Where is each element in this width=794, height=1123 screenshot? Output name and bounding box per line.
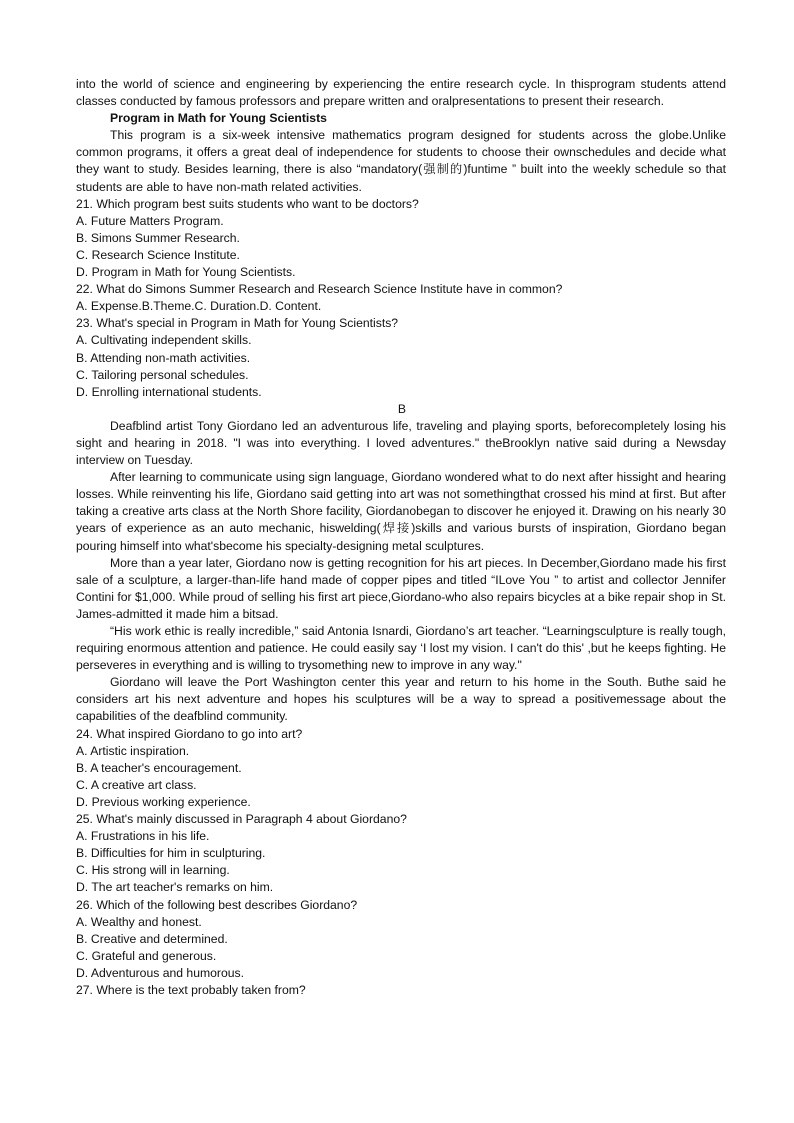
section-b-label: B — [397, 401, 407, 416]
option-26-b: B. Creative and determined. — [76, 931, 228, 946]
passage-b-paragraph-2: After learning to communicate using sign language, Giordano wondered what to do next after hissight and hearing losses. While reinventing his life, Giordano said getting into art was not somethingthat crossed his mind at first. But after taking a creative arts class at the North Shore facility, Giordanobegan to discover he enjoyed it. Drawing on his nearly 30 years of experience as an auto mechanic, hiswelding(焊接)skills and various bursts of inspiration, Giordano began pouring himself into what'sbecome his specialty-designing metal sculptures. — [76, 470, 726, 553]
program-paragraph: This program is a six-week intensive mathematics program designed for students across the globe.Unlike common programs, it offers a great deal of independence for students to choose their ownschedules and decide what they want to study. Besides learning, there is also “mandatory(强制的)funtime ” built into the weekly schedule so that students are able to have non-math related activities. — [76, 128, 726, 194]
program-heading: Program in Math for Young Scientists — [110, 111, 327, 126]
option-23-b: B. Attending non-math activities. — [76, 350, 251, 365]
question-25: 25. What's mainly discussed in Paragraph 4 about Giordano? — [76, 812, 407, 827]
option-24-b: B. A teacher's encouragement. — [76, 760, 242, 775]
option-26-c: C. Grateful and generous. — [76, 948, 217, 963]
option-25-c: C. His strong will in learning. — [76, 863, 230, 878]
passage-b-paragraph-5: Giordano will leave the Port Washington center this year and return to his home in the South. Buthe said he considers art his next adventure and hopes his sculptures will be a way to spread a positivemessage about the capabilities of the deafblind community. — [76, 675, 726, 724]
question-21: 21. Which program best suits students who want to be doctors? — [76, 196, 419, 211]
option-25-d: D. The art teacher's remarks on him. — [76, 880, 274, 895]
option-24-a: A. Artistic inspiration. — [76, 743, 190, 758]
option-25-a: A. Frustrations in his life. — [76, 829, 210, 844]
question-24: 24. What inspired Giordano to go into art? — [76, 726, 303, 741]
option-21-b: B. Simons Summer Research. — [76, 230, 240, 245]
option-21-a: A. Future Matters Program. — [76, 213, 224, 228]
option-26-a: A. Wealthy and honest. — [76, 914, 202, 929]
passage-b-paragraph-4: “His work ethic is really incredible,” said Antonia Isnardi, Giordano’s art teacher. “Learningsculpture is really tough, requiring enormous attention and patience. He could easily say ‘I lost my vision. I can't do this' ,but he keeps fighting. He perseveres in everything and is willing to trysomething new to improve in any way." — [76, 624, 726, 673]
option-25-b: B. Difficulties for him in sculpturing. — [76, 846, 266, 861]
document-page — [76, 76, 726, 999]
option-23-a: A. Cultivating independent skills. — [76, 333, 252, 348]
option-23-c: C. Tailoring personal schedules. — [76, 367, 249, 382]
intro-paragraph-tail: into the world of science and engineering by experiencing the entire research cycle. In thisprogram students attend classes conducted by famous professors and prepare written and oralpresentations to present their research. — [76, 77, 726, 109]
option-21-d: D. Program in Math for Young Scientists. — [76, 265, 296, 280]
question-23: 23. What's special in Program in Math for Young Scientists? — [76, 316, 399, 331]
option-21-c: C. Research Science Institute. — [76, 247, 240, 262]
question-26: 26. Which of the following best describes Giordano? — [76, 897, 358, 912]
option-24-c: C. A creative art class. — [76, 777, 197, 792]
question-22: 22. What do Simons Summer Research and Research Science Institute have in common? — [76, 282, 563, 297]
option-23-d: D. Enrolling international students. — [76, 384, 262, 399]
question-27: 27. Where is the text probably taken from? — [76, 982, 306, 997]
option-26-d: D. Adventurous and humorous. — [76, 965, 245, 980]
passage-b-paragraph-3: More than a year later, Giordano now is getting recognition for his art pieces. In December,Giordano made his first sale of a sculpture, a larger-than-life hand made of copper pipes and titled “ILove You ” to artist and collector Jennifer Contini for $1,000. While proud of selling his first art piece,Giordano-who also repairs bicycles at a bike repair shop in St. James-admitted it made him a bitsad. — [76, 555, 726, 621]
option-24-d: D. Previous working experience. — [76, 794, 251, 809]
passage-b-paragraph-1: Deafblind artist Tony Giordano led an adventurous life, traveling and playing sports, beforecompletely losing his sight and hearing in 2018. "I was into everything. I loved adventures." theBrooklyn native said during a Newsday interview on Tuesday. — [76, 418, 726, 468]
options-22-inline: A. Expense.B.Theme.C. Duration.D. Content. — [76, 299, 322, 314]
